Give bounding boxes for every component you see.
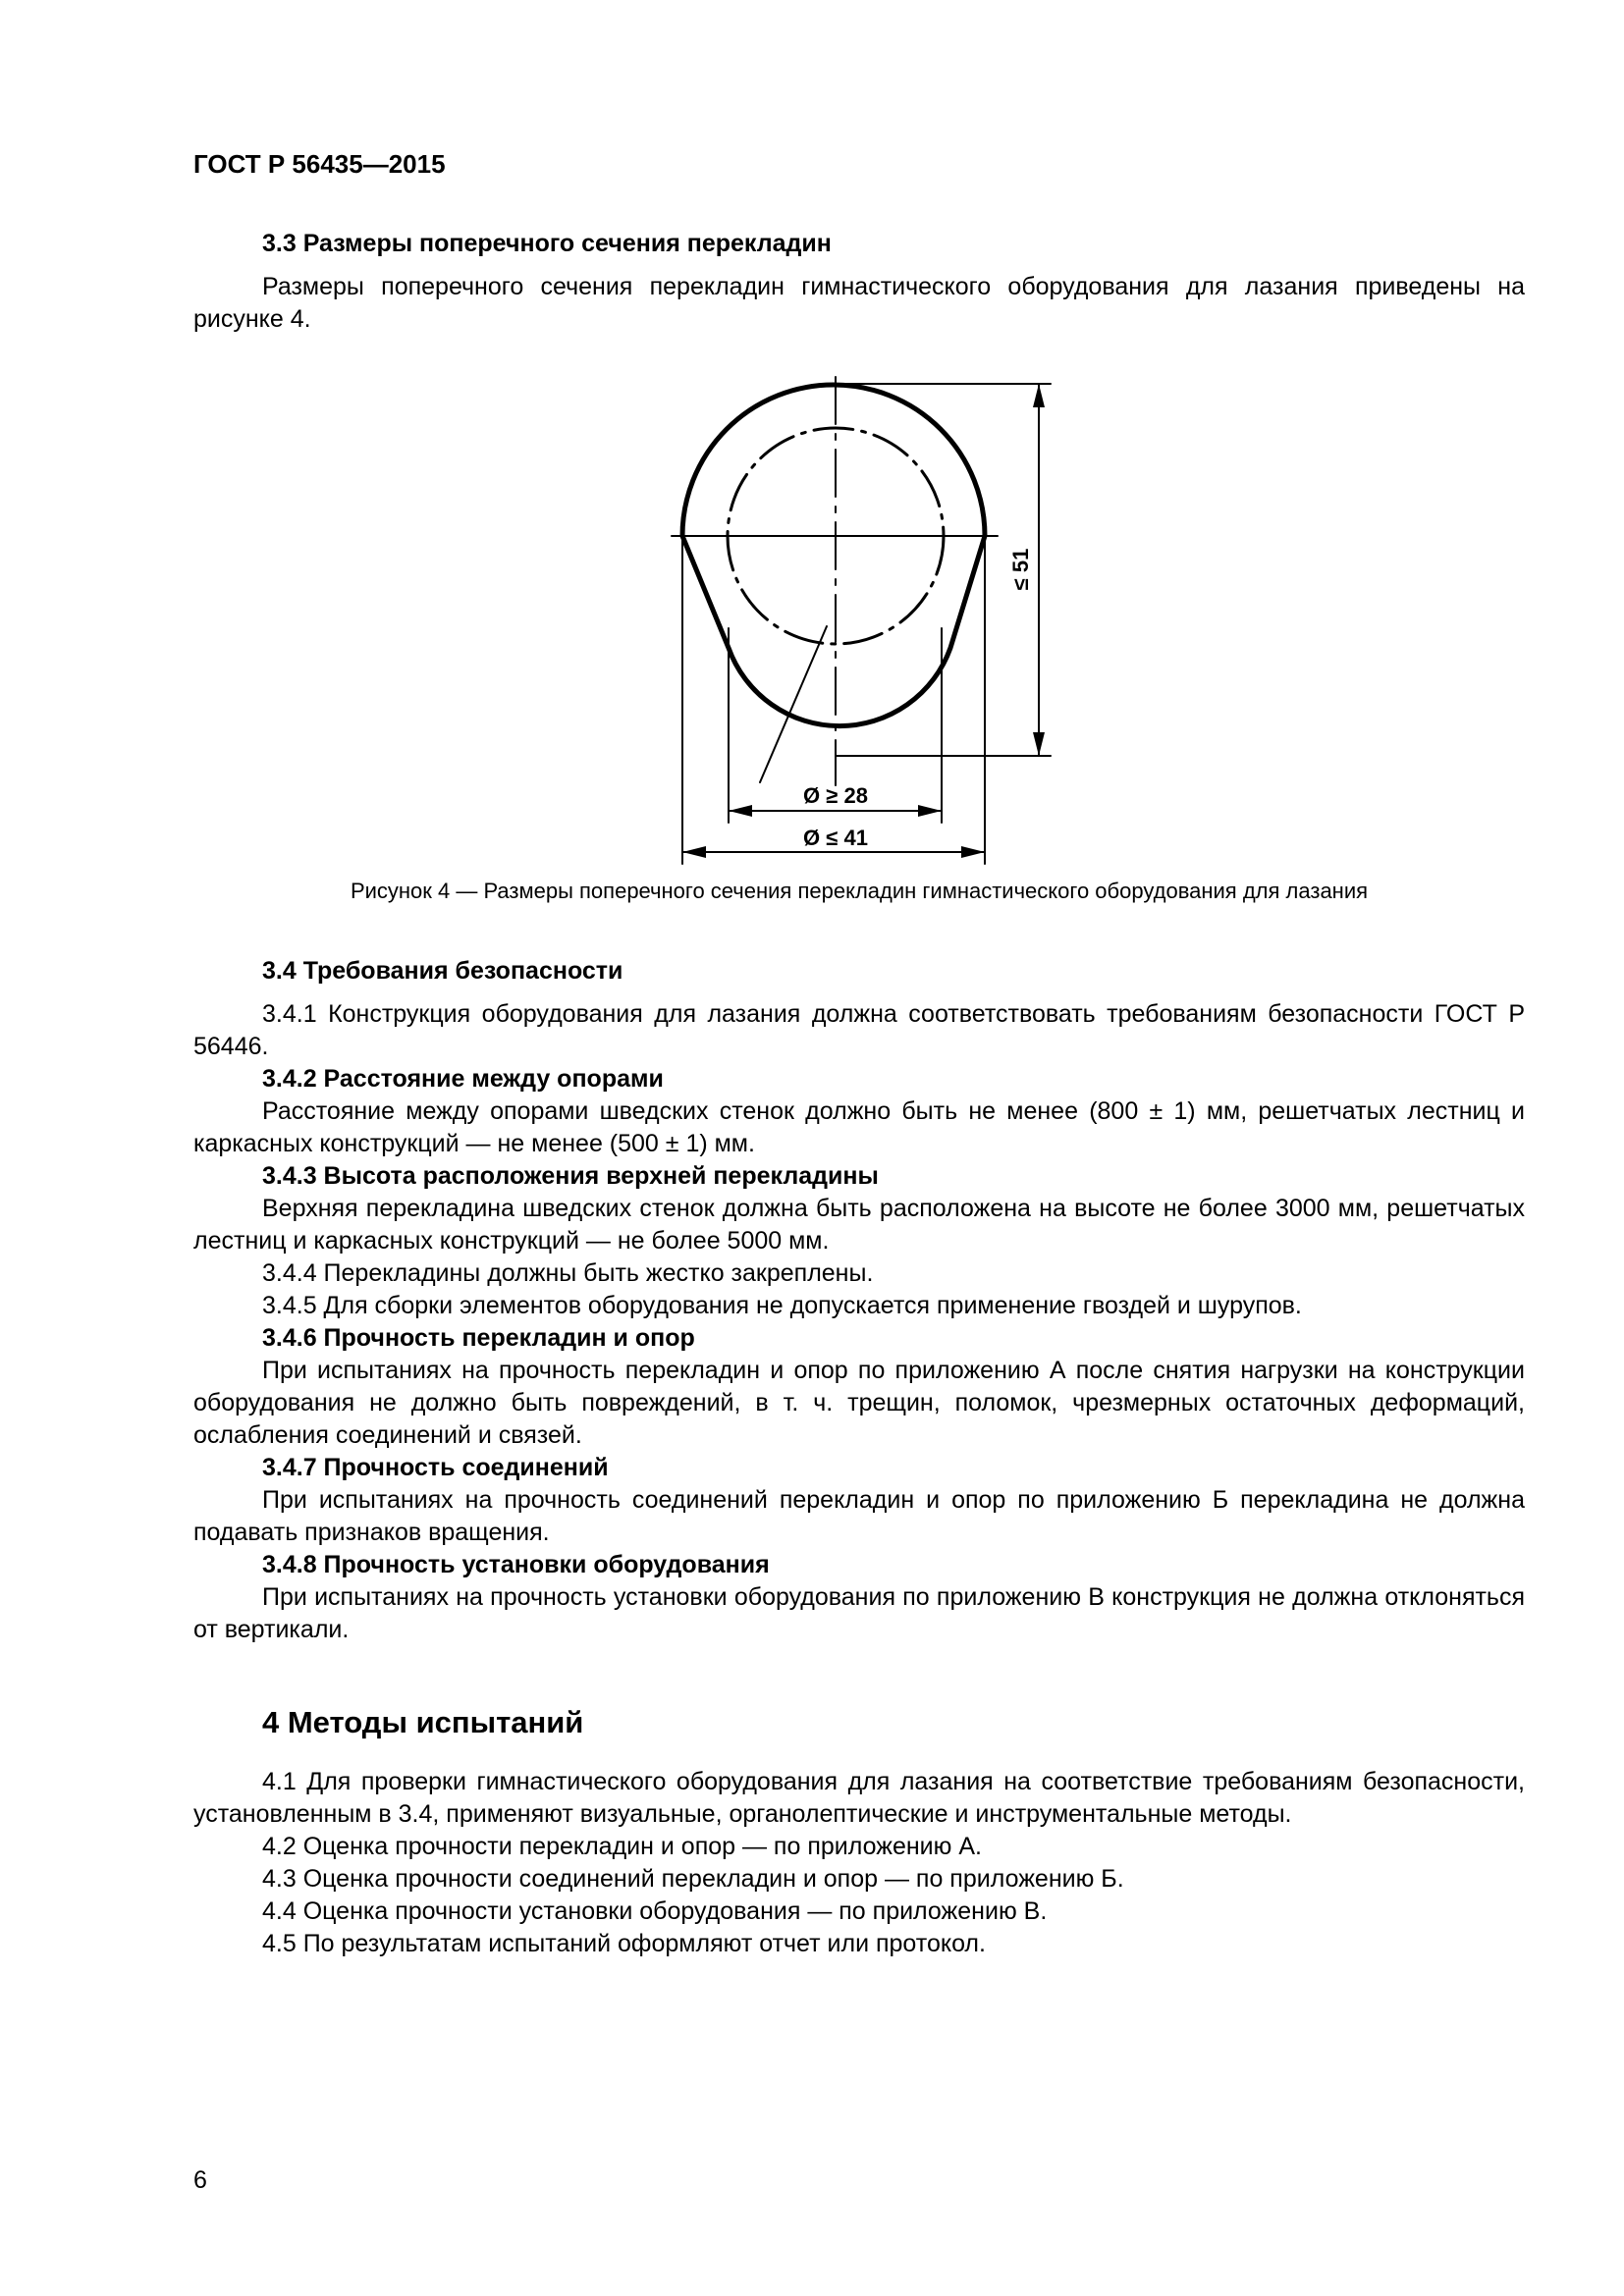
subsection-title-3-4-2: 3.4.2 Расстояние между опорами xyxy=(262,1065,664,1093)
paragraph-3-4-4: 3.4.4 Перекладины должны быть жестко закреплены. xyxy=(262,1259,874,1287)
subsection-title-3-4-3: 3.4.3 Высота расположения верхней перекладины xyxy=(262,1162,879,1190)
paragraph-3-4-7: При испытаниях на прочность соединений перекладин и опор по приложению Б перекладина не должна подавать признаков вращения. xyxy=(193,1486,1525,1546)
arrow-inner-left xyxy=(729,805,752,817)
section-3-4 xyxy=(193,955,1525,1646)
inner-diameter-label: Ø ≥ 28 xyxy=(803,783,868,808)
paragraph-4-3: 4.3 Оценка прочности соединений перекладин и опор — по приложению Б. xyxy=(262,1865,1124,1893)
paragraph-3-4-8: При испытаниях на прочность установки оборудования по приложению В конструкция не должна отклоняться от вертикали. xyxy=(193,1583,1525,1643)
paragraph-3-4-1: 3.4.1 Конструкция оборудования для лазания должна соответствовать требованиям безопасности ГОСТ Р 56446. xyxy=(193,1000,1525,1060)
cross-section-figure xyxy=(0,0,1624,883)
arrow-top xyxy=(1033,384,1045,407)
paragraph-4-2: 4.2 Оценка прочности перекладин и опор — по приложению А. xyxy=(262,1833,982,1860)
subsection-title-3-4-6: 3.4.6 Прочность перекладин и опор xyxy=(262,1324,695,1352)
paragraph-4-1: 4.1 Для проверки гимнастического оборудования для лазания на соответствие требованиям безопасности, установленным в 3.4, применяют визуальные, органолептические и инструментальные методы. xyxy=(193,1768,1525,1828)
subsection-title-3-4-7: 3.4.7 Прочность соединений xyxy=(262,1454,609,1481)
outer-diameter-label: Ø ≤ 41 xyxy=(803,826,868,850)
section-title: 3.3 Размеры поперечного сечения перекладин xyxy=(262,230,832,257)
height-dimension-label: ≤ 51 xyxy=(1008,548,1033,591)
paragraph: Размеры поперечного сечения перекладин гимнастического оборудования для лазания приведены на рисунке 4. xyxy=(193,273,1525,333)
arrow-outer-left xyxy=(682,846,706,858)
paragraph-4-4: 4.4 Оценка прочности установки оборудования — по приложению В. xyxy=(262,1897,1048,1925)
page-number: 6 xyxy=(193,2166,207,2194)
paragraph-3-4-2: Расстояние между опорами шведских стенок должно быть не менее (800 ± 1) мм, решетчатых лестниц и каркасных конструкций — не менее (500 ± 1) мм. xyxy=(193,1097,1525,1157)
arrow-inner-right xyxy=(918,805,942,817)
arrow-outer-right xyxy=(961,846,985,858)
leader-line xyxy=(760,626,827,782)
section-heading: 4 Методы испытаний xyxy=(262,1705,584,1739)
section-title: 3.4 Требования безопасности xyxy=(262,957,623,985)
paragraph-3-4-3: Верхняя перекладина шведских стенок должна быть расположена на высоте не более 3000 мм, решетчатых лестниц и каркасных конструкций — не более 5000 мм. xyxy=(193,1195,1525,1255)
paragraph-4-5: 4.5 По результатам испытаний оформляют отчет или протокол. xyxy=(262,1930,986,1957)
section-4 xyxy=(193,1706,1525,1960)
figure-caption: Рисунок 4 — Размеры поперечного сечения перекладин гимнастического оборудования для лазания xyxy=(350,879,1369,903)
arrow-bottom xyxy=(1033,732,1045,756)
paragraph-3-4-6: При испытаниях на прочность перекладин и опор по приложению А после снятия нагрузки на конструкции оборудования не должно быть повреждений, в т. ч. трещин, поломок, чрезмерных остаточных деформаций, ослабления соединений и связей. xyxy=(193,1357,1525,1449)
document-header: ГОСТ Р 56435—2015 xyxy=(193,149,446,179)
section-3-3 xyxy=(193,228,1525,336)
outer-profile xyxy=(682,385,985,726)
subsection-title-3-4-8: 3.4.8 Прочность установки оборудования xyxy=(262,1551,770,1578)
paragraph-3-4-5: 3.4.5 Для сборки элементов оборудования не допускается применение гвоздей и шурупов. xyxy=(262,1292,1302,1319)
inner-circle xyxy=(728,428,944,644)
